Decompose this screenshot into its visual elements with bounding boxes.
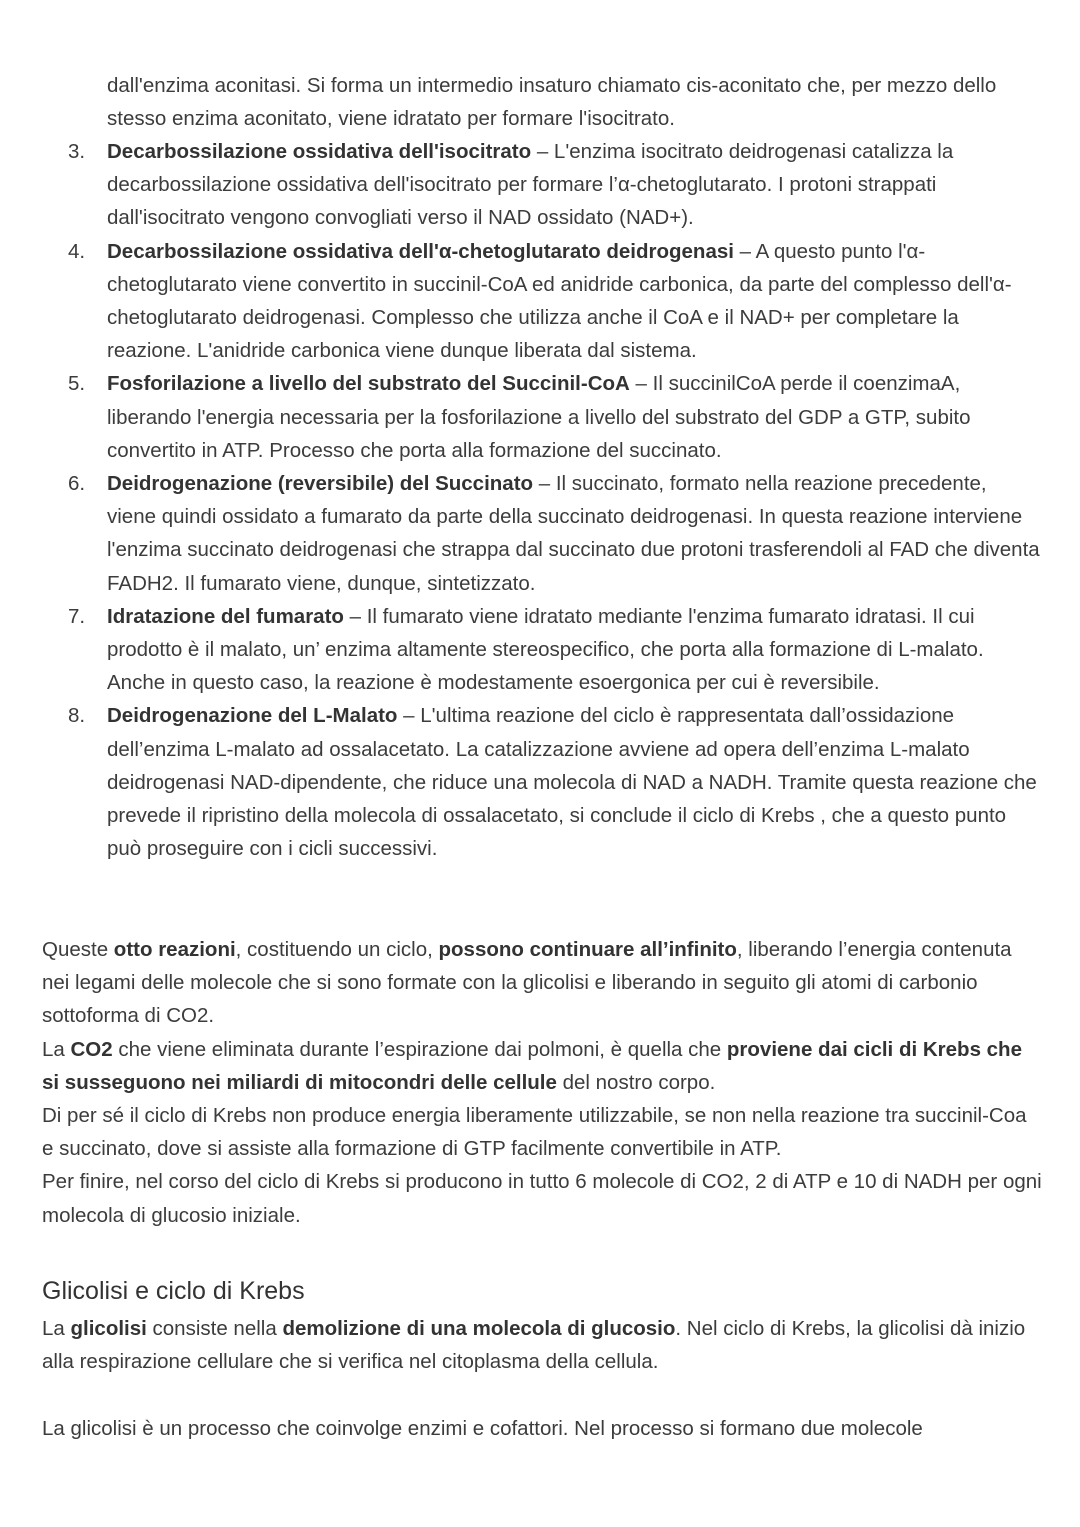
step-title: Deidrogenazione del L-Malato — [107, 704, 398, 728]
step-title: Decarbossilazione ossidativa dell'isocitrato — [107, 140, 532, 163]
step-number: 7. — [68, 604, 86, 628]
step-number: 5. — [68, 372, 86, 396]
list-item — [0, 235, 1080, 368]
step-number: 4. — [68, 239, 86, 263]
step-text: – A questo punto l'α-chetoglutarato viene convertito in succinil-CoA ed anidride carbonica, da parte del complesso dell'α-chetoglutarato deidrogenasi. Complesso che utilizza anche il CoA e il NAD+ per completare la reazione. L'anidride carbonica viene dunque liberata dal sistema. — [107, 239, 1012, 363]
step-title: Fosforilazione a livello del substrato del Succinil-CoA — [107, 372, 630, 396]
section-paragraph: La glicolisi consiste nella demolizione di una molecola di glucosio. Nel ciclo di Krebs, la glicolisi dà inizio alla respirazione cellulare che si verifica nel citoplasma della cellula. — [42, 1317, 1026, 1374]
list-item — [0, 467, 1080, 600]
list-item — [0, 135, 1080, 235]
step-text: – L'enzima isocitrato deidrogenasi catalizza la decarbossilazione ossidativa dell'isocitrato per formare l’α-chetoglutarato. I protoni strappati dall'isocitrato vengono convogliati verso il NAD ossidato (NAD+). — [107, 140, 954, 230]
reaction-steps-list — [0, 135, 1080, 865]
section-paragraph-2: La glicolisi è un processo che coinvolge enzimi e cofattori. Nel processo si formano due molecole — [42, 1417, 923, 1440]
step-text: – Il fumarato viene idratato mediante l'enzima fumarato idratasi. Il cui prodotto è il malato, un’ enzima altamente stereospecifico, che porta alla formazione di L-malato. Anche in questo caso, la reazione è modestamente esoergonica per cui è reversibile. — [107, 604, 984, 695]
step-number: 3. — [68, 140, 86, 163]
list-item — [0, 600, 1080, 700]
summary-paragraph: Queste otto reazioni, costituendo un ciclo, possono continuare all’infinito, liberando l’energia contenuta nei legami delle molecole che si sono formate con la glicolisi e liberando in seguito gli atomi di carbonio sottoforma di CO2. La CO2 che viene eliminata durante l’espirazione dai polmoni, è quella che proviene dai cicli di Krebs che si susseguono nei miliardi di mitocondri delle cellule del nostro corpo. Di per sé il ciclo di Krebs non produce energia liberamente utilizzabile, se non nella reazione tra succinil-Coa e succinato, dove si assiste alla formazione di GTP facilmente convertibile in ATP. Per finire, nel corso del ciclo di Krebs si producono in tutto 6 molecole di CO2, 2 di ATP e 10 di NADH per ogni molecola di glucosio iniziale. — [42, 938, 1042, 1227]
step-title: Idratazione del fumarato — [107, 604, 344, 628]
step-number: 8. — [68, 704, 86, 728]
list-item — [0, 367, 1080, 467]
step-text: – L'ultima reazione del ciclo è rappresentata dall’ossidazione dell’enzima L-malato ad ossalacetato. La catalizzazione avviene ad opera dell’enzima L-malato deidrogenasi NAD-dipendente, che riduce una molecola di NAD a NADH. Tramite questa reazione che prevede il ripristino della molecola di ossalacetato, si conclude il ciclo di Krebs , che a questo punto può proseguire con i cicli successivi. — [107, 704, 1037, 861]
step-title: Decarbossilazione ossidativa dell'α-chetoglutarato deidrogenasi — [107, 239, 734, 263]
step-text: – Il succinilCoA perde il coenzimaA, liberando l'energia necessaria per la fosforilazione a livello del substrato del GDP a GTP, subito convertito in ATP. Processo che porta alla formazione del succinato. — [107, 372, 971, 462]
step-number: 6. — [68, 472, 86, 496]
step-text: – Il succinato, formato nella reazione precedente, viene quindi ossidato a fumarato da parte della succinato deidrogenasi. In questa reazione interviene l'enzima succinato deidrogenasi che strappa dal succinato due protoni trasferendoli al FAD che diventa FADH2. Il fumarato viene, dunque, sintetizzato. — [107, 472, 1040, 595]
step-title: Deidrogenazione (reversibile) del Succinato — [107, 472, 534, 496]
section-heading: Glicolisi e ciclo di Krebs — [42, 1277, 305, 1305]
list-item — [0, 699, 1080, 865]
intro-paragraph: dall'enzima aconitasi. Si forma un intermedio insaturo chiamato cis-aconitato che, per mezzo dello stesso enzima aconitato, viene idratato per formare l'isocitrato. — [107, 74, 997, 131]
